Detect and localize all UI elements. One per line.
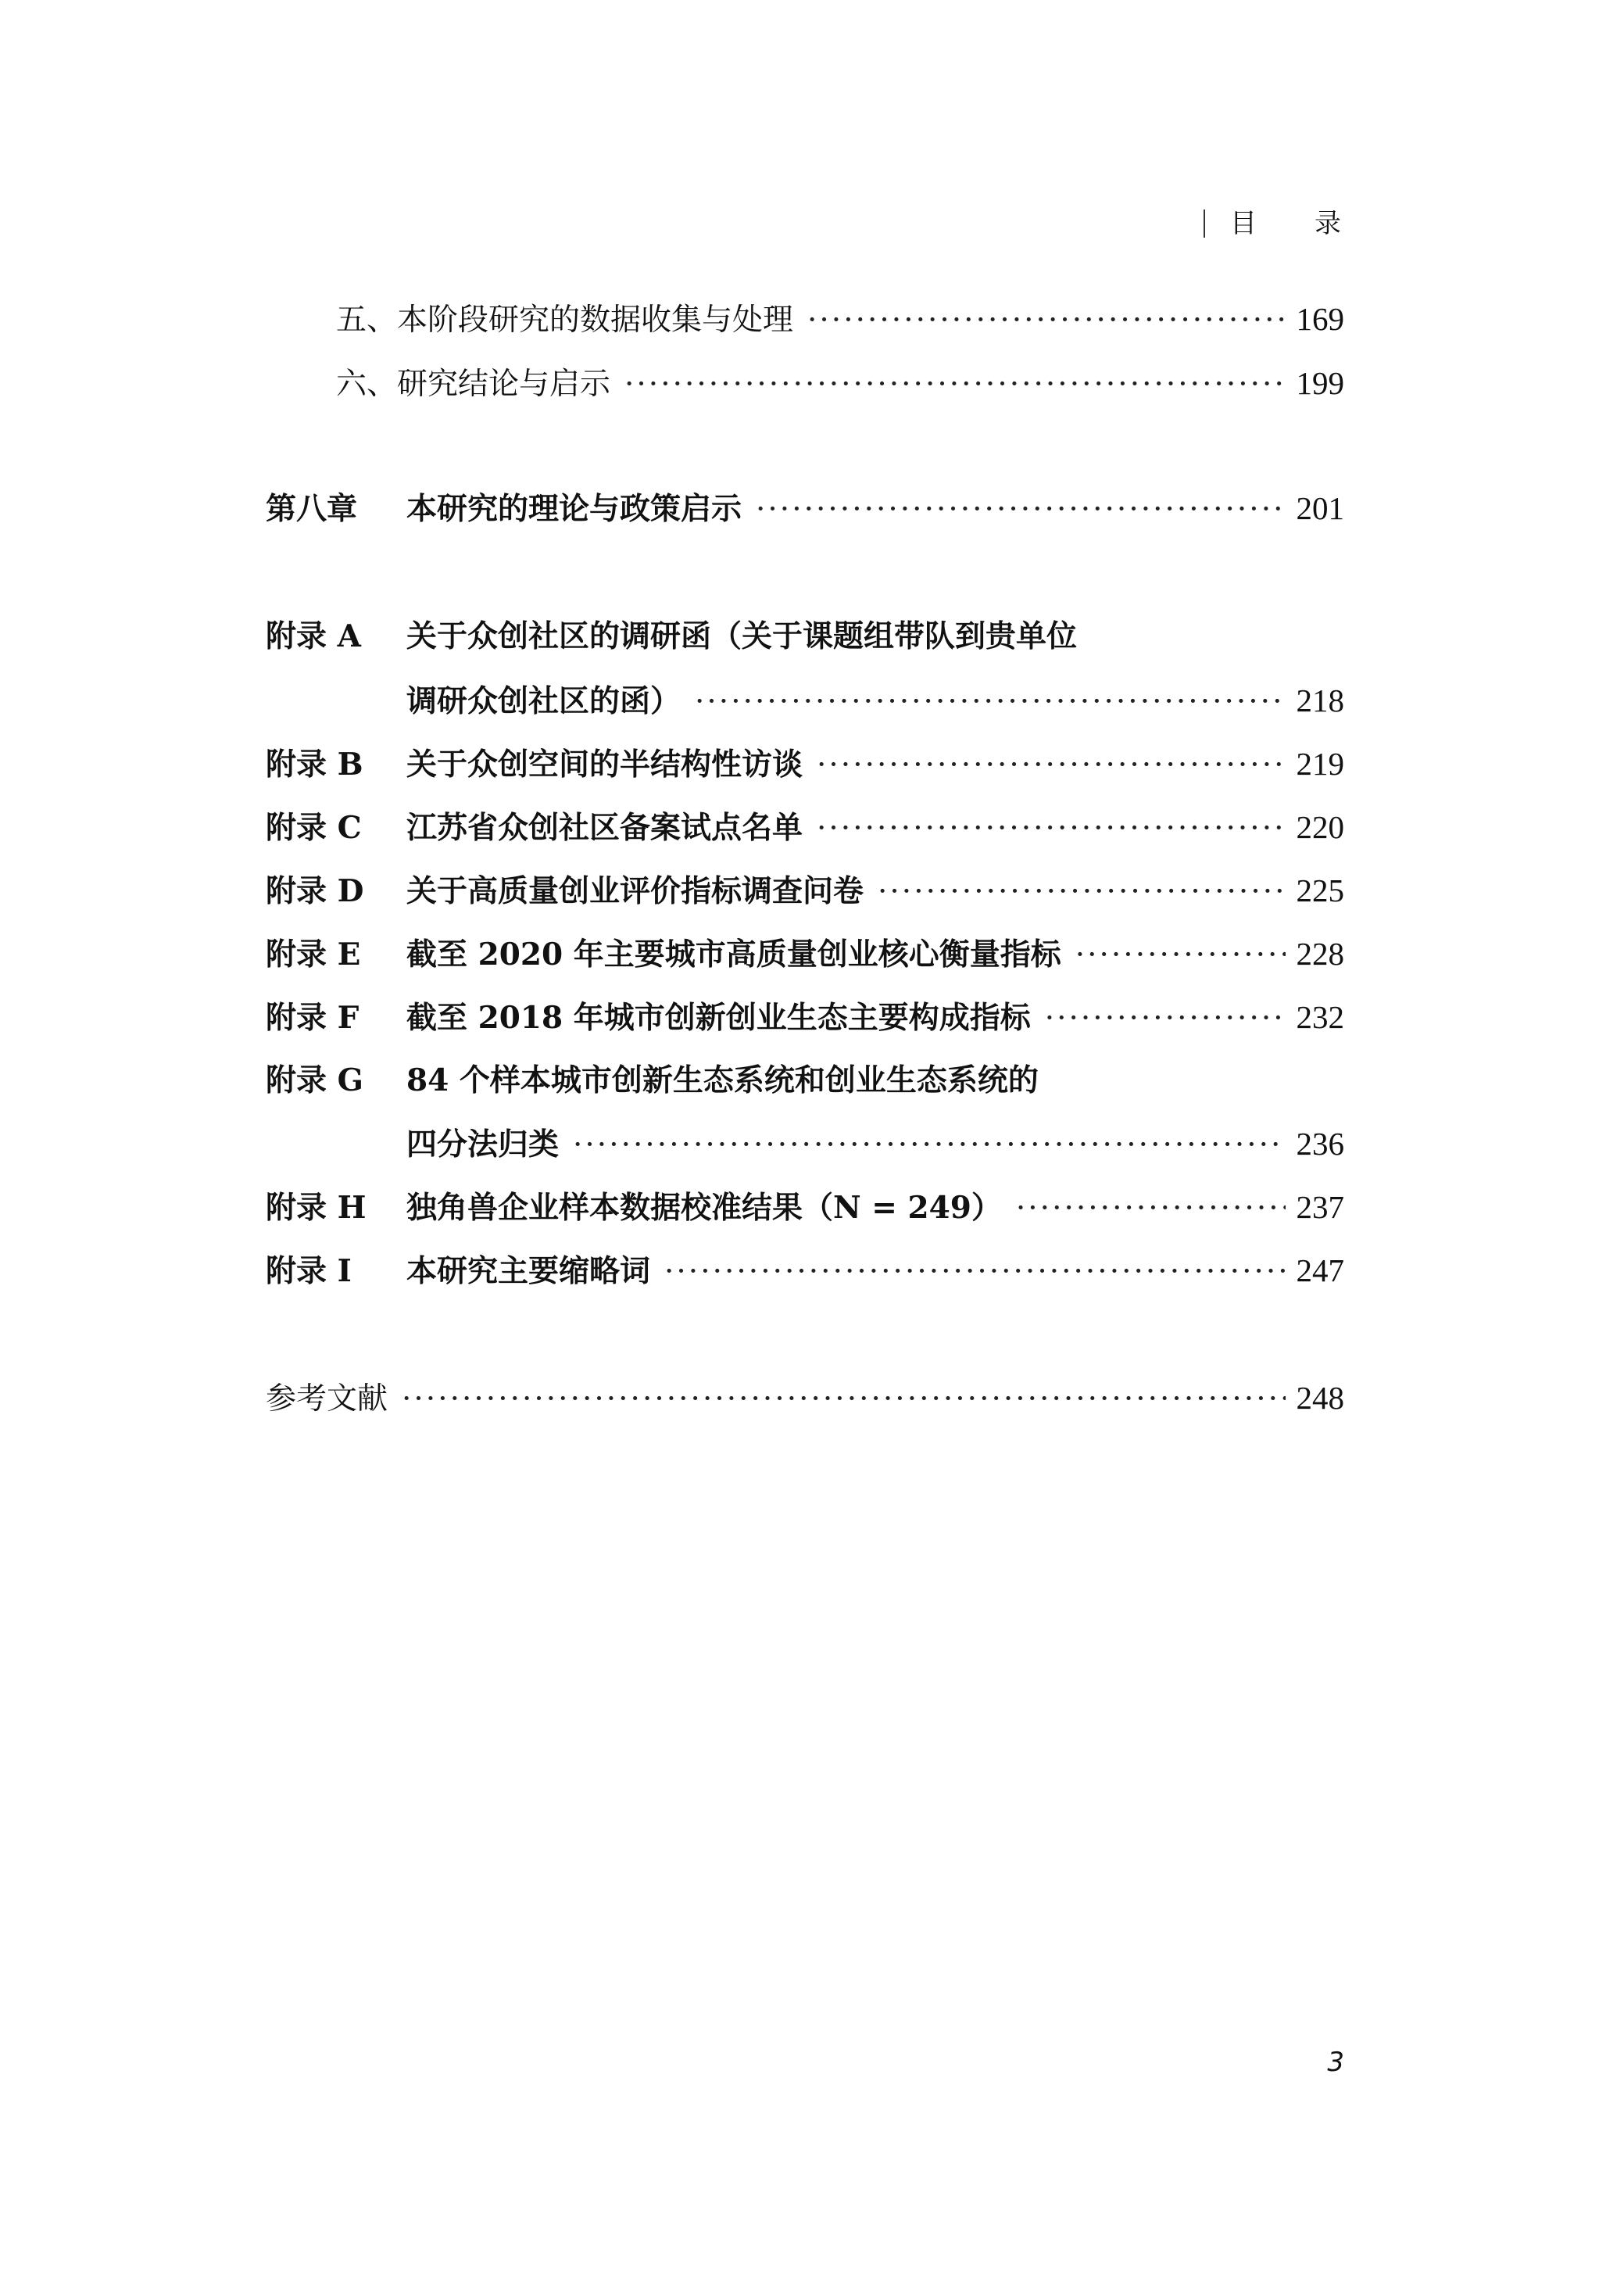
toc-entry-appendix-f[interactable] [266,992,1344,1042]
toc-entry-label: 附录 I [266,1253,352,1289]
toc-entry-appendix-c[interactable] [266,802,1344,852]
toc-entry-page: 232 [1296,999,1344,1035]
toc-entry-appendix-d[interactable] [266,865,1344,915]
toc-entry-page: 199 [1296,365,1344,401]
toc-entry-label: 附录 H [266,1190,367,1226]
toc-entry-page: 247 [1296,1252,1344,1288]
toc-entry-title: 本研究主要缩略词 [406,1253,651,1289]
dot-leader [756,485,1285,535]
dot-leader [1045,994,1286,1044]
toc-entry-appendix-a-line1[interactable] [266,611,1344,661]
toc-entry-title: 截至 2020 年主要城市高质量创业核心衡量指标 [406,937,1061,973]
toc-entry-page: 236 [1296,1126,1344,1162]
toc-entry-title-line2: 调研众创社区的函） [406,683,681,719]
toc-entry-label: 附录 C [266,810,362,846]
dot-leader [573,1120,1285,1170]
toc-entry-page: 220 [1296,809,1344,845]
toc-entry-label: 附录 B [266,747,363,783]
toc-entry-page: 218 [1296,682,1344,718]
running-header [1204,205,1344,242]
toc-entry-appendix-i[interactable] [266,1245,1344,1295]
toc-entry-label: 附录 F [266,1000,359,1036]
toc-entry-page: 237 [1296,1189,1344,1225]
dot-leader [664,1247,1285,1297]
toc-entry-page: 248 [1296,1380,1344,1416]
dot-leader [624,360,1285,410]
toc-entry-page: 169 [1296,301,1344,337]
dot-leader [695,677,1285,727]
dot-leader [817,804,1285,854]
toc-entry-title: 截至 2018 年城市创新创业生态主要构成指标 [406,1000,1031,1036]
toc-entry-title: 独角兽企业样本数据校准结果（N = 249） [406,1190,1002,1226]
toc-entry-title: 关于高质量创业评价指标调查问卷 [406,873,864,909]
toc-entry-title: 本研究的理论与政策启示 [406,491,742,527]
toc-entry-title: 江苏省众创社区备案试点名单 [406,810,803,846]
header-word-2: 录 [1315,208,1341,239]
toc-entry-title-line2: 四分法归类 [406,1127,560,1162]
toc-entry-label: 第八章 [266,491,358,527]
toc-entry-appendix-e[interactable] [266,929,1344,979]
dot-leader [402,1374,1285,1424]
toc-entry-title-line1: 关于众创社区的调研函（关于课题组带队到贵单位 [406,618,1078,654]
page-number: 3 [1327,2047,1344,2078]
toc-entry-page: 201 [1296,490,1344,526]
toc-entry-title: 六、研究结论与启示 [336,367,611,402]
dot-leader [807,296,1285,346]
toc-entry-label: 附录 A [266,618,361,654]
toc-entry-chapter-8[interactable] [266,483,1344,533]
toc-entry-appendix-a-line2[interactable] [406,675,1344,725]
toc-entry-title: 五、本阶段研究的数据收集与处理 [336,303,794,338]
toc-entry-section-6[interactable] [336,358,1344,408]
header-word-1: 目 [1230,208,1257,239]
header-rule [1204,210,1205,238]
dot-leader [1016,1184,1286,1234]
toc-entry-section-5[interactable] [336,294,1344,344]
toc-entry-page: 219 [1296,746,1344,782]
toc-entry-title-line1: 84 个样本城市创新生态系统和创业生态系统的 [406,1062,1039,1098]
toc-entry-appendix-b[interactable] [266,739,1344,789]
toc-entry-page: 228 [1296,936,1344,972]
dot-leader [1075,930,1286,980]
toc-entry-label: 参考文献 [266,1381,388,1417]
toc-entry-title: 关于众创空间的半结构性访谈 [406,747,803,783]
toc-entry-label: 附录 E [266,937,361,973]
dot-leader [878,867,1285,917]
toc-entry-page: 225 [1296,872,1344,908]
toc-entry-label: 附录 D [266,873,364,909]
toc-entry-appendix-g-line1[interactable] [266,1055,1344,1105]
toc-entry-appendix-g-line2[interactable] [406,1119,1344,1169]
toc-entry-label: 附录 G [266,1062,363,1098]
toc-entry-appendix-h[interactable] [266,1182,1344,1232]
toc-entry-references[interactable] [266,1373,1344,1423]
dot-leader [817,740,1285,790]
